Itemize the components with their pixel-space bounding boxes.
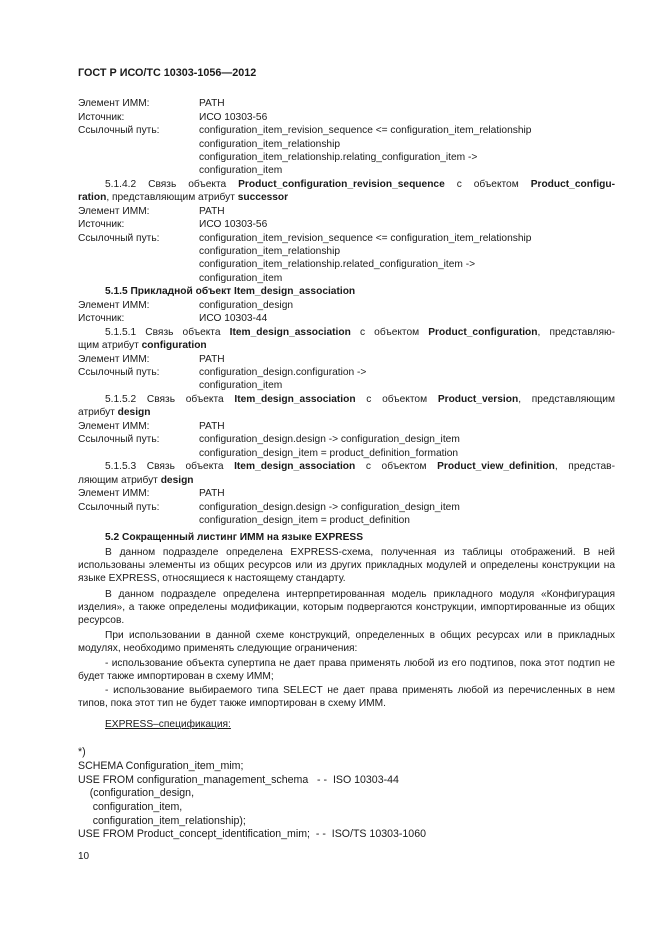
path-line: configuration_item_relationship.relating_configuration_item -> <box>199 152 478 163</box>
element-row: Элемент ИММ: PATH <box>78 354 225 365</box>
element-row <box>78 97 618 110</box>
code-line: configuration_item, <box>78 801 183 813</box>
code-line: USE FROM Product_concept_identification_mim; - - ISO/TS 10303-1060 <box>78 828 426 840</box>
express-spec-heading: EXPRESS–спецификация: <box>105 719 231 730</box>
path-line: configuration_design_item = product_definition <box>199 515 410 526</box>
section-5-2-title: 5.2 Сокращенный листинг ИММ на языке EXPRESS <box>105 532 364 543</box>
section-5-1-5-title: 5.1.5 Прикладной объект Item_design_association <box>105 286 356 297</box>
code-line: *) <box>78 746 86 758</box>
source-row <box>78 111 618 124</box>
code-line: USE FROM configuration_management_schema - - ISO 10303-44 <box>78 774 399 786</box>
path-row: Ссылочный путь: configuration_design.design -> configuration_design_item <box>78 434 460 445</box>
section-5-1-5-1-cont: щим атрибут configuration <box>78 340 207 351</box>
paragraph: При использовании в данной схеме конструкций, определенных в общих ресурсах или в прикладных модулях, необходимо применять следующие ограничения: <box>78 630 615 654</box>
path-line: configuration_item_relationship <box>199 139 341 150</box>
element-row: Элемент ИММ: PATH <box>78 488 225 499</box>
code-line: (configuration_design, <box>78 787 195 799</box>
section-5-1-5-3: 5.1.5.3 Связь объекта Item_design_association с объектом Product_view_definition, представ- <box>105 461 615 472</box>
section-5-1-5-2: 5.1.5.2 Связь объекта Item_design_association с объектом Product_version, представляющим <box>105 394 615 405</box>
path-row: Ссылочный путь: configuration_item_revision_sequence <= configuration_item_relationship <box>78 233 532 244</box>
path-line: configuration_item_relationship <box>199 246 341 257</box>
path-line: configuration_item <box>199 273 283 284</box>
path-line: configuration_item <box>199 380 283 391</box>
paragraph: В данном подразделе определена EXPRESS-схема, полученная из таблицы отображений. В ней использованы элементы из общих ресурсов или из других прикладных модулей и определены конструкции на языке EXPRESS, относящиеся к настоящему стандарту. <box>78 547 615 584</box>
path-line: configuration_design_item = product_definition_formation <box>199 448 459 459</box>
document-header: ГОСТ Р ИСО/ТС 10303-1056—2012 <box>78 67 257 79</box>
element-row: Элемент ИММ: PATH <box>78 206 225 217</box>
page-number: 10 <box>78 851 90 862</box>
path-line: configuration_item_relationship.related_configuration_item -> <box>199 259 476 270</box>
paragraph: В данном подразделе определена интерпретированная модель прикладного модуля «Конфигурация изделия», а также определены модификации, которым подвергаются конструкции, импортированные из общих ресурсов. <box>78 589 615 626</box>
path-line: configuration_item_revision_sequence <= configuration_item_relationship <box>199 125 532 136</box>
path-line: configuration_item <box>199 165 283 176</box>
section-5-1-5-2-cont: атрибут design <box>78 407 151 418</box>
source-row: Источник: ИСО 10303-56 <box>78 219 268 230</box>
section-5-1-4-2: 5.1.4.2 Связь объекта Product_configuration_revision_sequence с объектом Product_configu- <box>105 179 616 190</box>
element-value: PATH <box>199 98 225 109</box>
bullet-item: - использование объекта супертипа не дает права применять любой из его подтипов, пока этот подтип не будет также импортирован в схему ИММ; <box>78 658 615 682</box>
bullet-item: - использование выбираемого типа SELECT не дает права применять любой из перечисленных в нем типов, пока этот тип не будет также импортирован в схему ИММ. <box>78 685 615 709</box>
code-line: configuration_item_relationship); <box>78 815 246 827</box>
path-row: Ссылочный путь: configuration_design.configuration -> <box>78 367 367 378</box>
element-label: Элемент ИММ: <box>78 98 150 109</box>
source-value: ИСО 10303-56 <box>199 112 268 123</box>
element-row: Элемент ИММ: PATH <box>78 421 225 432</box>
source-row: Источник: ИСО 10303-44 <box>78 313 268 324</box>
section-5-1-4-2-cont: ration, представляющим атрибут successor <box>78 192 289 203</box>
path-row: Ссылочный путь: configuration_design.design -> configuration_design_item <box>78 502 460 513</box>
path-label: Ссылочный путь: <box>78 125 160 136</box>
code-line: SCHEMA Configuration_item_mim; <box>78 760 244 772</box>
path-row <box>78 124 618 137</box>
source-label: Источник: <box>78 112 125 123</box>
section-5-1-5-3-cont: ляющим атрибут design <box>78 475 194 486</box>
section-5-1-5-1: 5.1.5.1 Связь объекта Item_design_association с объектом Product_configuration, представляю- <box>105 327 616 338</box>
element-row: Элемент ИММ: configuration_design <box>78 300 294 311</box>
